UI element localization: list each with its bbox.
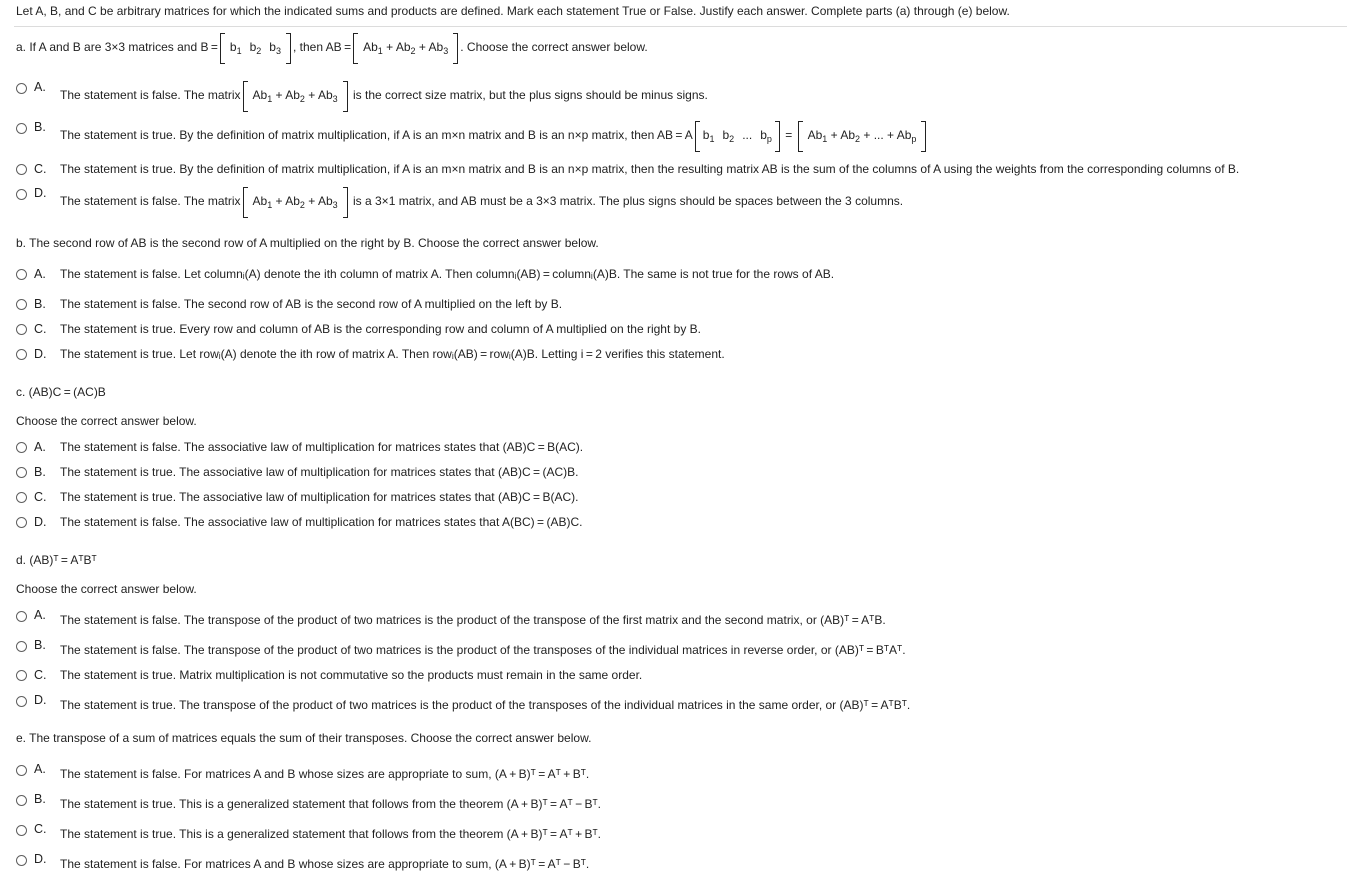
- question-c-choose: Choose the correct answer below.: [16, 414, 197, 428]
- matrix-ab: $Ab_1 + Ab_2 + Ab_3$: [353, 40, 458, 56]
- question-d-prompt: d. (AB)ᵀ = AᵀBᵀ: [16, 553, 97, 567]
- option-text: The statement is true. The associative law of multiplication for matrices states that (AB)C = (AC)B.: [60, 465, 579, 479]
- radio-button[interactable]: [16, 611, 27, 622]
- radio-button[interactable]: [16, 164, 27, 175]
- question-e-prompt: e. The transpose of a sum of matrices equals the sum of their transposes. Choose the correct answer below.: [16, 731, 592, 745]
- option-text: The statement is true. Every row and column of AB is the corresponding row and column of A multiplied on the right by B.: [60, 322, 701, 336]
- radio-button[interactable]: [16, 696, 27, 707]
- question-d-choose: Choose the correct answer below.: [16, 582, 197, 596]
- option-text: The statement is true. The associative law of multiplication for matrices states that (AB)C = B(AC).: [60, 490, 579, 504]
- option-text: The statement is true. By the definition of matrix multiplication, if A is an m×n matrix and B is an n×p matrix, then the resulting matrix AB is the sum of the columns of A using the weights from the corresponding columns of B.: [60, 162, 1240, 176]
- option-text: The statement is true. By the definition of matrix multiplication, if A is an m×n matrix and B is an n×p matrix, then AB = A $b_1$ $b_2$ ... $b_p = Ab_1 + Ab_2$ + ... + $Ab_p$: [60, 128, 928, 144]
- radio-button[interactable]: [16, 189, 27, 200]
- option-text: The statement is false. The associative law of multiplication for matrices states that A(BC) = (AB)C.: [60, 515, 583, 529]
- option-text: The statement is false. The transpose of the product of two matrices is the product of the transpose of the first matrix and the second matrix, or (AB)ᵀ = AᵀB.: [60, 613, 886, 627]
- radio-button[interactable]: [16, 641, 27, 652]
- radio-button[interactable]: [16, 299, 27, 310]
- radio-button[interactable]: [16, 467, 27, 478]
- option-text: The statement is false. For matrices A and B whose sizes are appropriate to sum, (A + B)ᵀ = Aᵀ − Bᵀ.: [60, 857, 590, 871]
- radio-button[interactable]: [16, 517, 27, 528]
- radio-button[interactable]: [16, 765, 27, 776]
- radio-button[interactable]: [16, 123, 27, 134]
- option-text: The statement is false. The matrix $Ab_1 + Ab_2 + Ab_3$ is a 3×1 matrix, and AB must be a 3×3 matrix. The plus signs should be spaces between the 3 columns.: [60, 194, 904, 210]
- matrix-b: $b_1$ $b_2$ $b_3$: [220, 40, 291, 56]
- option-text: The statement is true. Matrix multiplication is not commutative so the products must remain in the same order.: [60, 668, 643, 682]
- radio-button[interactable]: [16, 670, 27, 681]
- divider: [14, 26, 1347, 27]
- option-text: The statement is false. The second row of AB is the second row of A multiplied on the left by B.: [60, 297, 563, 311]
- option-text: The statement is true. Let rowᵢ(A) denote the ith row of matrix A. Then rowᵢ(AB) = rowᵢ(A)B. Letting i = 2 verifies this statement.: [60, 347, 725, 361]
- option-text: The statement is false. For matrices A and B whose sizes are appropriate to sum, (A + B)ᵀ = Aᵀ + Bᵀ.: [60, 767, 590, 781]
- option-text: The statement is true. This is a generalized statement that follows from the theorem (A + B)ᵀ = Aᵀ − Bᵀ.: [60, 797, 602, 811]
- option-text: The statement is false. The associative law of multiplication for matrices states that (AB)C = B(AC).: [60, 440, 584, 454]
- radio-button[interactable]: [16, 442, 27, 453]
- instructions: Let A, B, and C be arbitrary matrices for which the indicated sums and products are defined. Mark each statement True or False. Justify each answer. Complete parts (a) through (e) below.: [16, 4, 1010, 18]
- radio-button[interactable]: [16, 349, 27, 360]
- radio-button[interactable]: [16, 825, 27, 836]
- radio-button[interactable]: [16, 269, 27, 280]
- option-text: The statement is false. The matrix $Ab_1 + Ab_2 + Ab_3$ is the correct size matrix, but the plus signs should be minus signs.: [60, 88, 708, 104]
- option-text: The statement is false. Let columnᵢ(A) denote the ith column of matrix A. Then columnᵢ(AB) = columnᵢ(A)B. The same is not true for the rows of AB.: [60, 267, 835, 281]
- radio-button[interactable]: [16, 324, 27, 335]
- radio-button[interactable]: [16, 855, 27, 866]
- radio-button[interactable]: [16, 83, 27, 94]
- radio-button[interactable]: [16, 795, 27, 806]
- option-text: The statement is true. This is a generalized statement that follows from the theorem (A + B)ᵀ = Aᵀ + Bᵀ.: [60, 827, 602, 841]
- question-c-prompt: c. (AB)C = (AC)B: [16, 385, 106, 399]
- question-b-prompt: b. The second row of AB is the second row of A multiplied on the right by B. Choose the correct answer below.: [16, 236, 599, 250]
- radio-button[interactable]: [16, 492, 27, 503]
- question-a-prompt: a. If A and B are 3×3 matrices and $B = b_1$ $b_2$ $b_3$ , then AB = $Ab_1 + Ab_2 + Ab_3$ . Choose the correct answer below.: [16, 40, 648, 56]
- option-text: The statement is true. The transpose of the product of two matrices is the product of the transposes of the individual matrices in the same order, or (AB)ᵀ = AᵀBᵀ.: [60, 698, 911, 712]
- option-text: The statement is false. The transpose of the product of two matrices is the product of the transposes of the individual matrices in reverse order, or (AB)ᵀ = BᵀAᵀ.: [60, 643, 906, 657]
